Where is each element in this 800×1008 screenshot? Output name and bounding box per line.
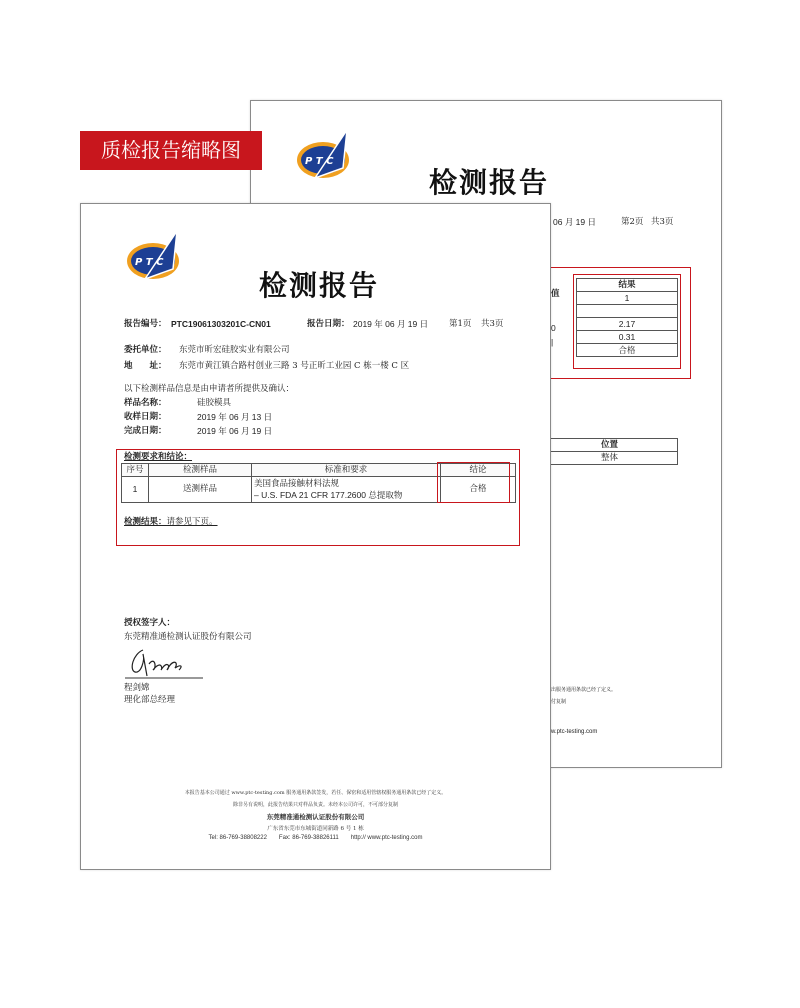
result-text: 请参见下页。 <box>166 517 218 527</box>
cell-fragment: 0 <box>551 323 556 333</box>
result-line <box>124 517 218 528</box>
ptc-logo-icon <box>295 128 357 184</box>
page-total: 共3页 <box>481 319 504 329</box>
signature-image <box>121 646 211 680</box>
footer-address: 广东省东莞市东城街道同新路 6 号 1 栋 <box>267 826 364 832</box>
row-conclusion: 合格 <box>441 477 516 503</box>
completed-label: 完成日期： <box>124 426 167 436</box>
sample-name-label: 样品名称： <box>124 398 167 408</box>
row-standard-line1: 美国食品接触材料法规 <box>254 478 340 489</box>
report-no-label: 报告编号： <box>124 319 167 329</box>
received-label: 收样日期： <box>124 412 167 422</box>
row-no: 1 <box>122 477 149 503</box>
cell-fragment: | <box>551 337 554 347</box>
page-number: 第1页 <box>449 319 472 329</box>
svg-text:P T C: P T C <box>305 156 334 167</box>
position-table <box>541 438 678 465</box>
result-label: 检测结果： <box>124 517 167 527</box>
results-header: 结果 <box>577 279 678 292</box>
footer-fragment: w.ptc-testing.com <box>551 729 598 735</box>
header-standard: 标准和要求 <box>252 464 441 477</box>
address-label: 地 址： <box>124 361 167 371</box>
signer-name: 程剑嫦 <box>124 683 150 693</box>
footer-fragment: 付复制 <box>551 699 567 705</box>
header-conclusion: 结论 <box>441 464 516 477</box>
signer-heading: 授权签字人： <box>124 618 176 628</box>
row-sample: 送测样品 <box>149 477 252 503</box>
report-date: 2019 年 06 月 19 日 <box>353 319 429 329</box>
ptc-logo-icon <box>125 229 187 285</box>
client-value: 东莞市昕宏硅胶实业有限公司 <box>179 345 290 355</box>
report-page-1 <box>80 203 554 870</box>
footer-company: 东莞精准通检测认证股份有限公司 <box>266 813 365 821</box>
report-no: PTC19061303201C-CN01 <box>171 319 271 329</box>
svg-text:P T C: P T C <box>135 257 164 268</box>
report-title: 检测报告 <box>259 269 380 302</box>
report-date-label: 报告日期： <box>307 319 350 329</box>
client-label: 委托单位： <box>124 345 167 355</box>
footer-disclaimer: 本报告基本公司通过 www.ptc-testing.com 服务通用条款签发，若任、保密和适用管辖权服务通用条款已经了定义。 <box>184 790 447 796</box>
conclusion-cell-highlight <box>437 462 510 503</box>
position-cell: 整体 <box>542 452 678 465</box>
footer-fragment: 出服务通用条款已经了定义。 <box>551 687 617 693</box>
thumbnail-label: 质检报告缩略图 <box>80 131 262 170</box>
result-highlight-box <box>573 274 681 369</box>
result-cell: 2.17 <box>577 318 678 331</box>
signer-title: 理化部总经理 <box>124 695 176 705</box>
result-cell: 0.31 <box>577 331 678 344</box>
info-note: 以下检测样品信息是由申请者所提供及确认： <box>124 384 295 394</box>
requirements-heading: 检测要求和结论： <box>124 452 193 462</box>
sample-name: 硅胶模具 <box>197 398 232 408</box>
column-fragment: 值 <box>551 289 560 299</box>
received-date: 2019 年 06 月 13 日 <box>197 412 273 422</box>
header-no: 序号 <box>122 464 149 477</box>
row-standard-line2: – U.S. FDA 21 CFR 177.2600 总提取物 <box>254 489 403 500</box>
header-sample: 检测样品 <box>149 464 252 477</box>
footer-contact: Tel: 86-769-38808222 Fax: 86-769-38826111 http:// www.ptc-testing.com <box>208 835 423 841</box>
result-cell: 1 <box>577 292 678 305</box>
signer-company: 东莞精准通检测认证股份有限公司 <box>124 632 252 642</box>
completed-date: 2019 年 06 月 19 日 <box>197 426 273 436</box>
report-title: 检测报告 <box>429 166 550 199</box>
position-header: 位置 <box>542 439 678 452</box>
page-number: 第2页 <box>621 217 644 227</box>
address-value: 东莞市黄江镇合路村创业三路 3 号正昕工业园 C 栋一楼 C 区 <box>179 361 410 371</box>
result-cell: 合格 <box>577 344 678 357</box>
footer-note: 除非另有说明，此报告结果只对样品负责。未经本公司许可，不可部分复制 <box>232 802 398 808</box>
report-date: 06 月 19 日 <box>553 217 596 227</box>
page-total: 共3页 <box>651 217 674 227</box>
